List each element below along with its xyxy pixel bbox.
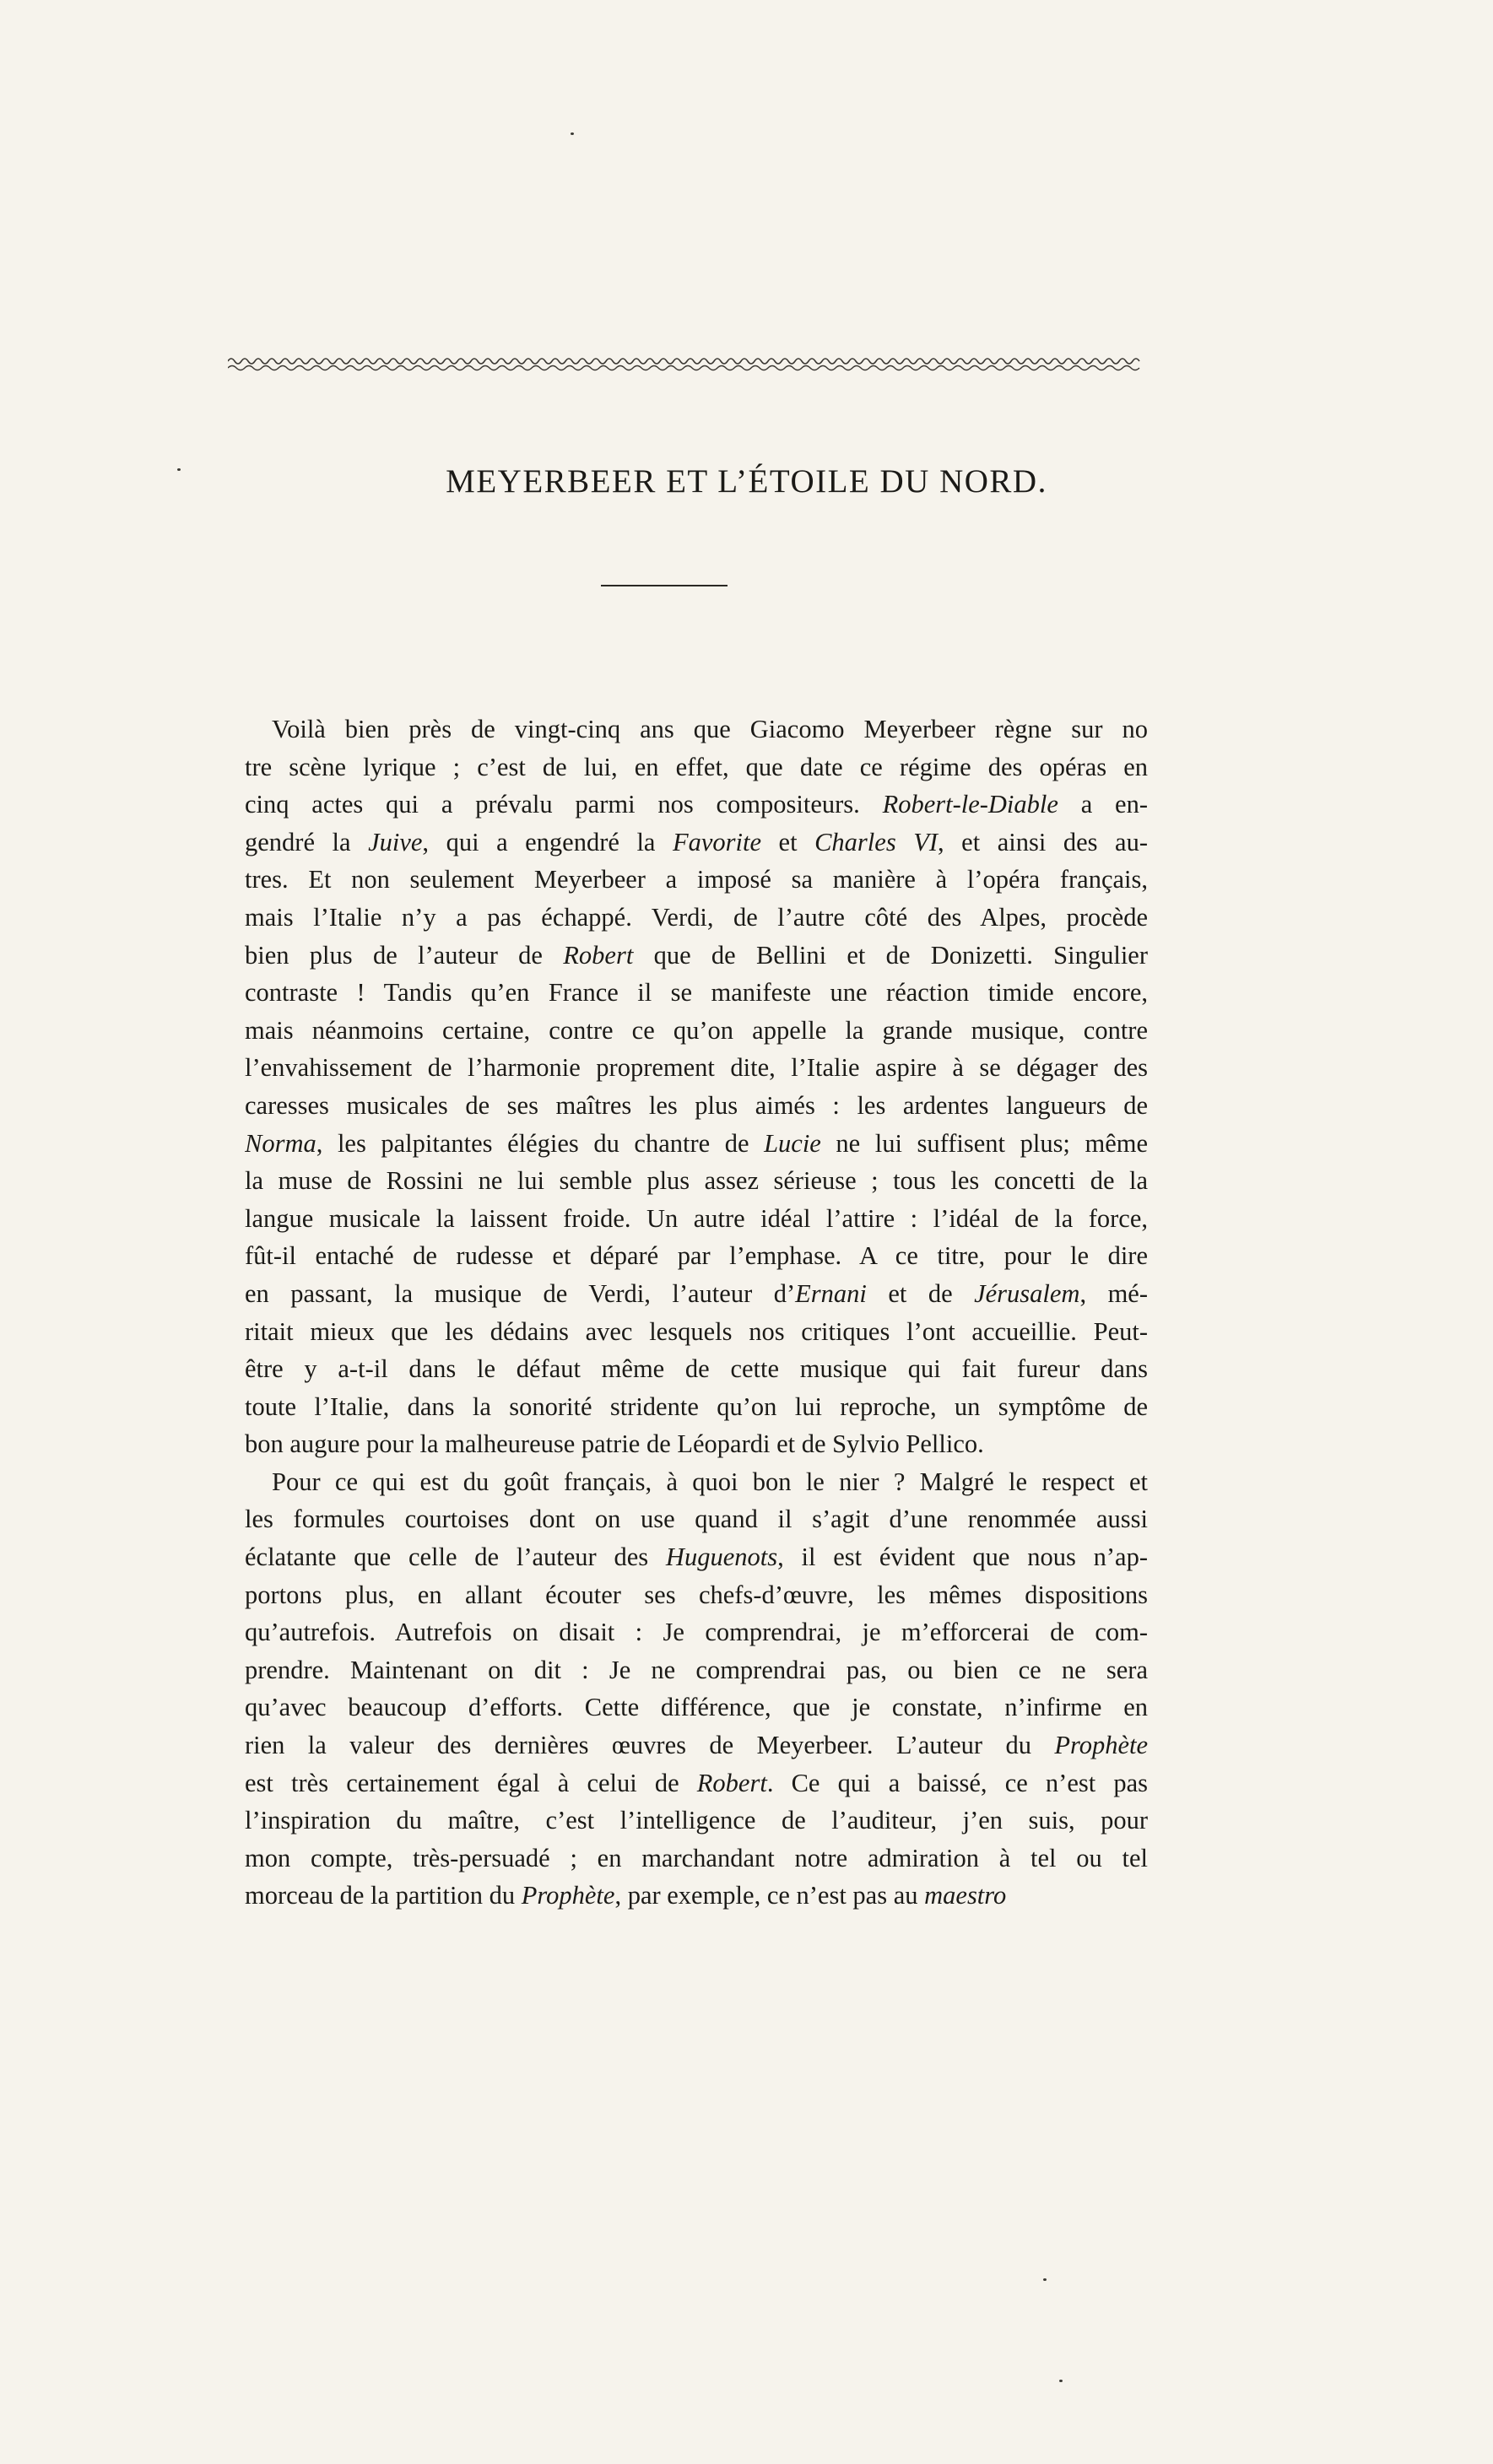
text-line: caresses musicales de ses maîtres les plus aimés : les ardentes langueurs de xyxy=(245,1090,1148,1120)
text-line: Pour ce qui est du goût français, à quoi bon le nier ? Malgré le respect et xyxy=(272,1467,1148,1496)
text-line: mais l’Italie n’y a pas échappé. Verdi, de l’autre côté des Alpes, procède xyxy=(245,902,1148,932)
italic-title: Favorite xyxy=(672,827,762,856)
text-line: prendre. Maintenant on dit : Je ne comprendrai pas, ou bien ce ne sera xyxy=(245,1655,1148,1684)
text-line: éclatante que celle de l’auteur des Huguenots, il est évident que nous n’ap- xyxy=(245,1543,1148,1572)
text-line: qu’autrefois. Autrefois on disait : Je comprendrai, je m’efforcerai de com- xyxy=(245,1618,1148,1647)
article-title: MEYERBEER ET L’ÉTOILE DU NORD. xyxy=(446,463,1047,500)
ornamental-rule xyxy=(228,353,1144,378)
text-line: fût-il entaché de rudesse et déparé par l’emphase. A ce titre, pour le dire xyxy=(245,1241,1148,1271)
text-line: tres. Et non seulement Meyerbeer a imposé sa manière à l’opéra français, xyxy=(245,865,1148,894)
text-line: langue musicale la laissent froide. Un autre idéal l’attire : l’idéal de la force, xyxy=(245,1203,1148,1233)
text-line: contraste ! Tandis qu’en France il se manifeste une réaction timide encore, xyxy=(245,978,1148,1008)
text-line: l’envahissement de l’harmonie proprement dite, l’Italie aspire à se dégager des xyxy=(245,1053,1148,1083)
italic-title: Norma xyxy=(245,1128,316,1158)
print-speck xyxy=(1043,2278,1047,2281)
italic-title: Prophète xyxy=(521,1881,615,1910)
italic-title: Robert-le-Diable xyxy=(882,790,1058,819)
text-line: morceau de la partition du Prophète, par exemple, ce n’est pas au maestro xyxy=(245,1881,1007,1910)
text-line: mon compte, très-persuadé ; en marchandant notre admiration à tel ou tel xyxy=(245,1843,1148,1872)
text-line: Voilà bien près de vingt-cinq ans que Giacomo Meyerbeer règne sur no xyxy=(272,715,1148,743)
text-line: mais néanmoins certaine, contre ce qu’on appelle la grande musique, contre xyxy=(245,1015,1148,1045)
italic-title: Juive xyxy=(368,827,423,856)
italic-title: Ernani xyxy=(795,1278,867,1308)
italic-title: Robert xyxy=(563,940,634,970)
text-line: qu’avec beaucoup d’efforts. Cette différence, que je constate, n’infirme en xyxy=(245,1693,1148,1722)
title-rule xyxy=(601,585,728,586)
italic-title: Robert xyxy=(696,1768,767,1797)
text-line: tre scène lyrique ; c’est de lui, en effet, que date ce régime des opéras en xyxy=(245,752,1148,781)
text-line: Norma, les palpitantes élégies du chantre de Lucie ne lui suffisent plus; même xyxy=(245,1128,1148,1158)
italic-title: Prophète xyxy=(1054,1731,1148,1760)
text-line: l’inspiration du maître, c’est l’intelligence de l’auditeur, j’en suis, pour xyxy=(245,1806,1148,1835)
text-line: les formules courtoises dont on use quand il s’agit d’une renommée aussi xyxy=(245,1505,1148,1534)
italic-title: Jérusalem xyxy=(974,1278,1080,1308)
text-line: rien la valeur des dernières œuvres de Meyerbeer. L’auteur du Prophète xyxy=(245,1731,1148,1760)
italic-title: maestro xyxy=(924,1881,1007,1910)
print-speck xyxy=(1059,2380,1063,2382)
text-line: être y a-t-il dans le défaut même de cette musique qui fait fureur dans xyxy=(245,1354,1148,1384)
text-line: cinq actes qui a prévalu parmi nos compositeurs. Robert-le-Diable a en- xyxy=(245,790,1148,819)
text-line: portons plus, en allant écouter ses chefs-d’œuvre, les mêmes dispositions xyxy=(245,1580,1148,1609)
text-line: toute l’Italie, dans la sonorité stridente qu’on lui reproche, un symptôme de xyxy=(245,1391,1148,1421)
italic-title: Charles VI xyxy=(814,827,939,856)
print-speck xyxy=(571,132,574,135)
text-line: ritait mieux que les dédains avec lesquels nos critiques l’ont accueillie. Peut- xyxy=(245,1316,1148,1346)
text-line: bien plus de l’auteur de Robert que de Bellini et de Donizetti. Singulier xyxy=(245,940,1148,970)
text-line: la muse de Rossini ne lui semble plus assez sérieuse ; tous les concetti de la xyxy=(245,1166,1148,1196)
text-line: gendré la Juive, qui a engendré la Favorite et Charles VI, et ainsi des au- xyxy=(245,827,1148,856)
text-line: bon augure pour la malheureuse patrie de Léopardi et de Sylvio Pellico. xyxy=(245,1429,984,1459)
text-line: est très certainement égal à celui de Robert. Ce qui a baissé, ce n’est pas xyxy=(245,1768,1148,1797)
italic-title: Huguenots xyxy=(665,1543,778,1572)
article-body xyxy=(245,711,1148,1915)
italic-title: Lucie xyxy=(764,1128,821,1158)
print-speck xyxy=(177,468,181,471)
text-line: en passant, la musique de Verdi, l’auteur d’Ernani et de Jérusalem, mé- xyxy=(245,1278,1148,1308)
